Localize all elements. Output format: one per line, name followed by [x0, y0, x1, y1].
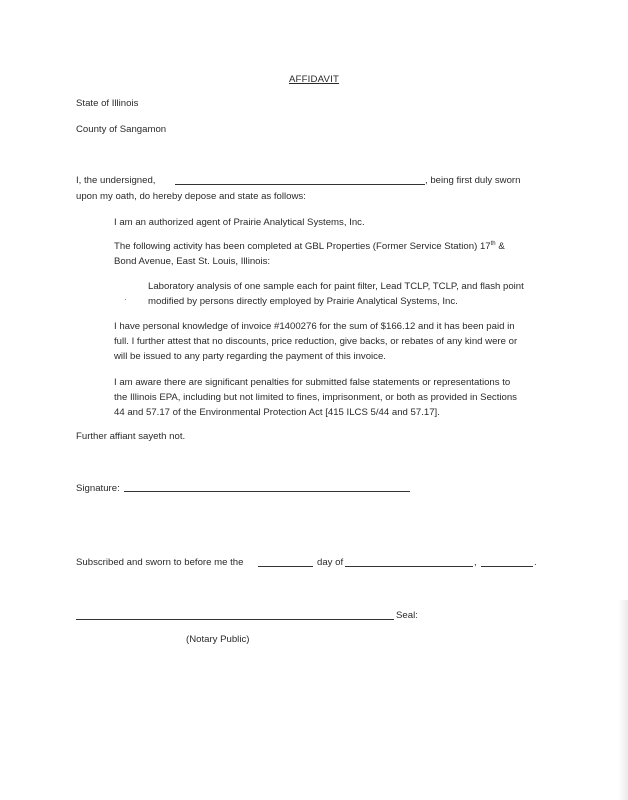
agent-statement: I am an authorized agent of Prairie Analytical Systems, Inc.	[114, 217, 365, 228]
signature-line[interactable]	[124, 491, 410, 492]
notary-signature-line[interactable]	[76, 619, 394, 620]
activity-line-2: Bond Avenue, East St. Louis, Illinois:	[114, 256, 271, 267]
intro-prefix: I, the undersigned,	[76, 175, 156, 186]
bullet-dot-icon: ·	[124, 295, 127, 304]
subscribed-prefix: Subscribed and sworn to before me the	[76, 557, 244, 568]
activity-line-1-end: &	[495, 241, 505, 252]
invoice-line-3: will be issued to any party regarding the payment of this invoice.	[114, 351, 386, 362]
comma-separator: ,	[474, 557, 477, 568]
intro-line-2: upon my oath, do hereby depose and state as follows:	[76, 191, 306, 202]
period-mark: .	[534, 557, 537, 568]
day-number-line[interactable]	[258, 566, 313, 567]
activity-line-1-text: The following activity has been completed at GBL Properties (Former Service Station) 17	[114, 241, 491, 252]
activity-superscript: th	[490, 241, 496, 247]
notary-public-label: (Notary Public)	[186, 634, 250, 645]
penalties-line-3: 44 and 57.17 of the Environmental Protection Act [415 ILCS 5/44 and 57.17].	[114, 407, 440, 418]
document-title: AFFIDAVIT	[288, 74, 340, 85]
county-line: County of Sangamon	[76, 124, 167, 135]
activity-line-1	[114, 241, 505, 252]
state-line: State of Illinois	[76, 98, 139, 109]
bullet-item-line-2: modified by persons directly employed by Prairie Analytical Systems, Inc.	[148, 296, 458, 307]
bullet-item-line-1: Laboratory analysis of one sample each for paint filter, Lead TCLP, TCLP, and flash point	[148, 281, 524, 292]
invoice-line-2: full. I further attest that no discounts, price reduction, give backs, or rebates of any kind were or	[114, 336, 518, 347]
signature-label: Signature:	[76, 483, 120, 494]
year-line[interactable]	[481, 566, 533, 567]
day-of-label: day of	[317, 557, 344, 568]
further-affiant: Further affiant sayeth not.	[76, 431, 186, 442]
penalties-line-1: I am aware there are significant penalties for submitted false statements or representations to	[114, 377, 511, 388]
seal-label: Seal:	[396, 610, 418, 621]
penalties-line-2: the Illinois EPA, including but not limited to fines, imprisonment, or both as provided in Sections	[114, 392, 517, 403]
month-line[interactable]	[345, 566, 473, 567]
undersigned-name-line	[175, 184, 425, 185]
intro-suffix: , being first duly sworn	[425, 175, 521, 186]
scan-edge-shadow	[618, 600, 628, 800]
invoice-line-1: I have personal knowledge of invoice #1400276 for the sum of $166.12 and it has been paid in	[114, 321, 515, 332]
